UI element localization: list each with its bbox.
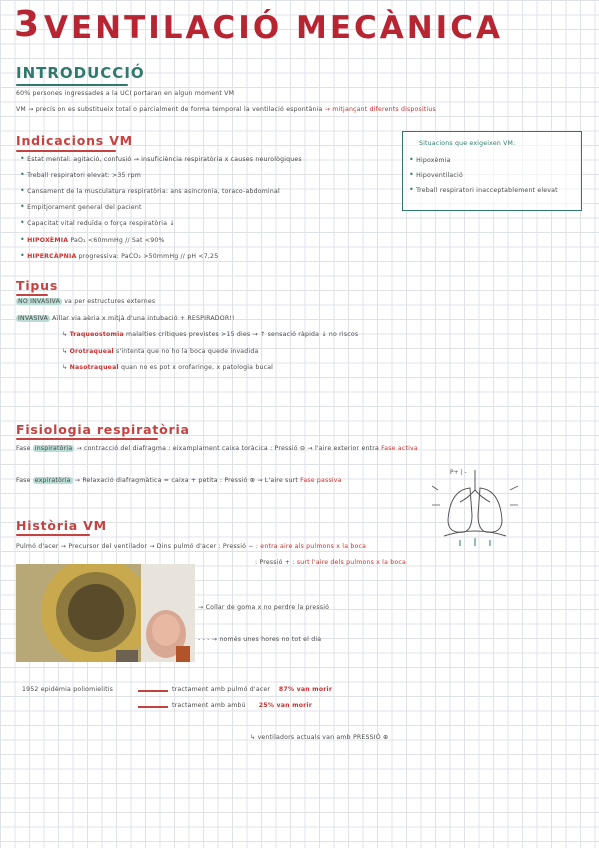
tipus-heading-underline (16, 294, 48, 296)
lungs-diagram (430, 460, 520, 548)
indicacio-item: • Estat mental: agitació, confusió → insuficiència respiratòria x causes neurològiques (20, 154, 302, 163)
historia-line-2: : Pressió + : surt l'aire dels pulmons x la boca (255, 559, 406, 566)
fase-inspiratoria: Fase inspiratòria → contracció del diafragma : eixamplament caixa toràcica : Pressió ⊖ → l'aire exterior entra Fase activa (16, 445, 418, 452)
situacio-item: • Hipoventilació (409, 170, 463, 179)
indicacio-item: • Cansament de la musculatura respiratòria: ans asincronia, toraco-abdominal (20, 186, 280, 195)
fase-expiratoria: Fase expiratòria → Relaxació diafragmàtica = caixa + petita : Pressió ⊕ → L'aire surt Fase passiva (16, 477, 342, 484)
tractament-ambu: tractament amb ambú 25% van morir (172, 702, 312, 709)
situacio-item: • Treball respiratori inacceptablement elevat (409, 185, 558, 194)
tipus-sub-orotraqueal: ↳ Orotraqueal s'intenta que no ho la boca quede invadida (62, 348, 259, 355)
situacions-heading: Situacions que exigeixen VM: (419, 140, 516, 147)
situacions-box (402, 131, 582, 211)
indicacio-item: • Empitjorament general del pacient (20, 202, 142, 211)
tipus-heading: Tipus (16, 278, 59, 293)
chapter-number: 3 (14, 4, 41, 45)
indicacions-heading-underline (16, 150, 116, 152)
ventiladors-actuals: ↳ ventiladors actuals van amb PRESSIÓ ⊕ (250, 734, 389, 741)
iron-lung-photo-illustration (16, 564, 195, 662)
tipus-sub-traqueostomia: ↳ Traqueostomia malalties crítiques previstes >15 dies → ↑ sensació ràpida ↓ no riscos (62, 331, 359, 338)
epidemia-label: 1952 epidèmia poliomielitis (22, 686, 114, 693)
historia-heading-underline (16, 534, 90, 536)
intro-line-2 (16, 106, 436, 113)
indicacio-item-hipoxemia: • HIPOXÈMIA PaO₂ <60mmHg // Sat <90% (20, 235, 165, 244)
tractament-pulmo: tractament amb pulmó d'acer 87% van morir (172, 686, 333, 693)
tipus-no-invasiva: NO INVASIVA va per estructures externes (18, 298, 156, 305)
lungs-diagram-label: P+ | - (450, 469, 467, 476)
photo-note-hores: - - - → només unes hores no tot el dia (198, 636, 322, 643)
intro-heading-underline (16, 84, 128, 86)
iron-lung-photo (16, 564, 195, 662)
indicacio-item-hipercapnia: • HIPERCÀPNIA progressiva: PaCO₂ >50mmHg // pH <7,25 (20, 251, 219, 260)
situacio-item: • Hipoxèmia (409, 155, 451, 164)
intro-heading: INTRODUCCIÓ (16, 64, 145, 82)
historia-line-1: Pulmó d'acer → Precursor del ventilador → Dins pulmó d'acer : Pressió − : entra aire als pulmons x la boca (16, 543, 367, 550)
intro-line-2-text: VM → precís on es substitueix total o parcialment de forma temporal la ventilació espontània (16, 106, 323, 113)
page-title: VENTILACIÓ MECÀNICA (44, 10, 503, 46)
indicacio-item: • Treball respiratori elevat: >35 rpm (20, 170, 141, 179)
tipus-invasiva: INVASIVA Aïllar via aèria x mitjà d'una intubació + RESPIRADOR!! (18, 315, 235, 322)
intro-line-2-highlight: → mitjançant diferents dispositius (324, 106, 436, 113)
fisiologia-heading-underline (16, 438, 158, 440)
photo-note-collar: → Collar de goma x no perdre la pressió (198, 604, 330, 611)
tipus-sub-nasotraqueal: ↳ Nasotraqueal quan no es pot x orofaringe, x patologia bucal (62, 364, 274, 371)
intro-line-1: 60% persones ingressades a la UCI portaran en algun moment VM (16, 90, 235, 97)
indicacio-item: • Capacitat vital reduïda o força respiratòria ↓ (20, 218, 175, 227)
fisiologia-heading: Fisiologia respiratòria (16, 422, 190, 437)
historia-heading: Història VM (16, 518, 107, 533)
indicacions-heading: Indicacions VM (16, 133, 133, 148)
epidemia-arrow-2 (138, 706, 168, 708)
epidemia-arrow-1 (138, 690, 168, 692)
